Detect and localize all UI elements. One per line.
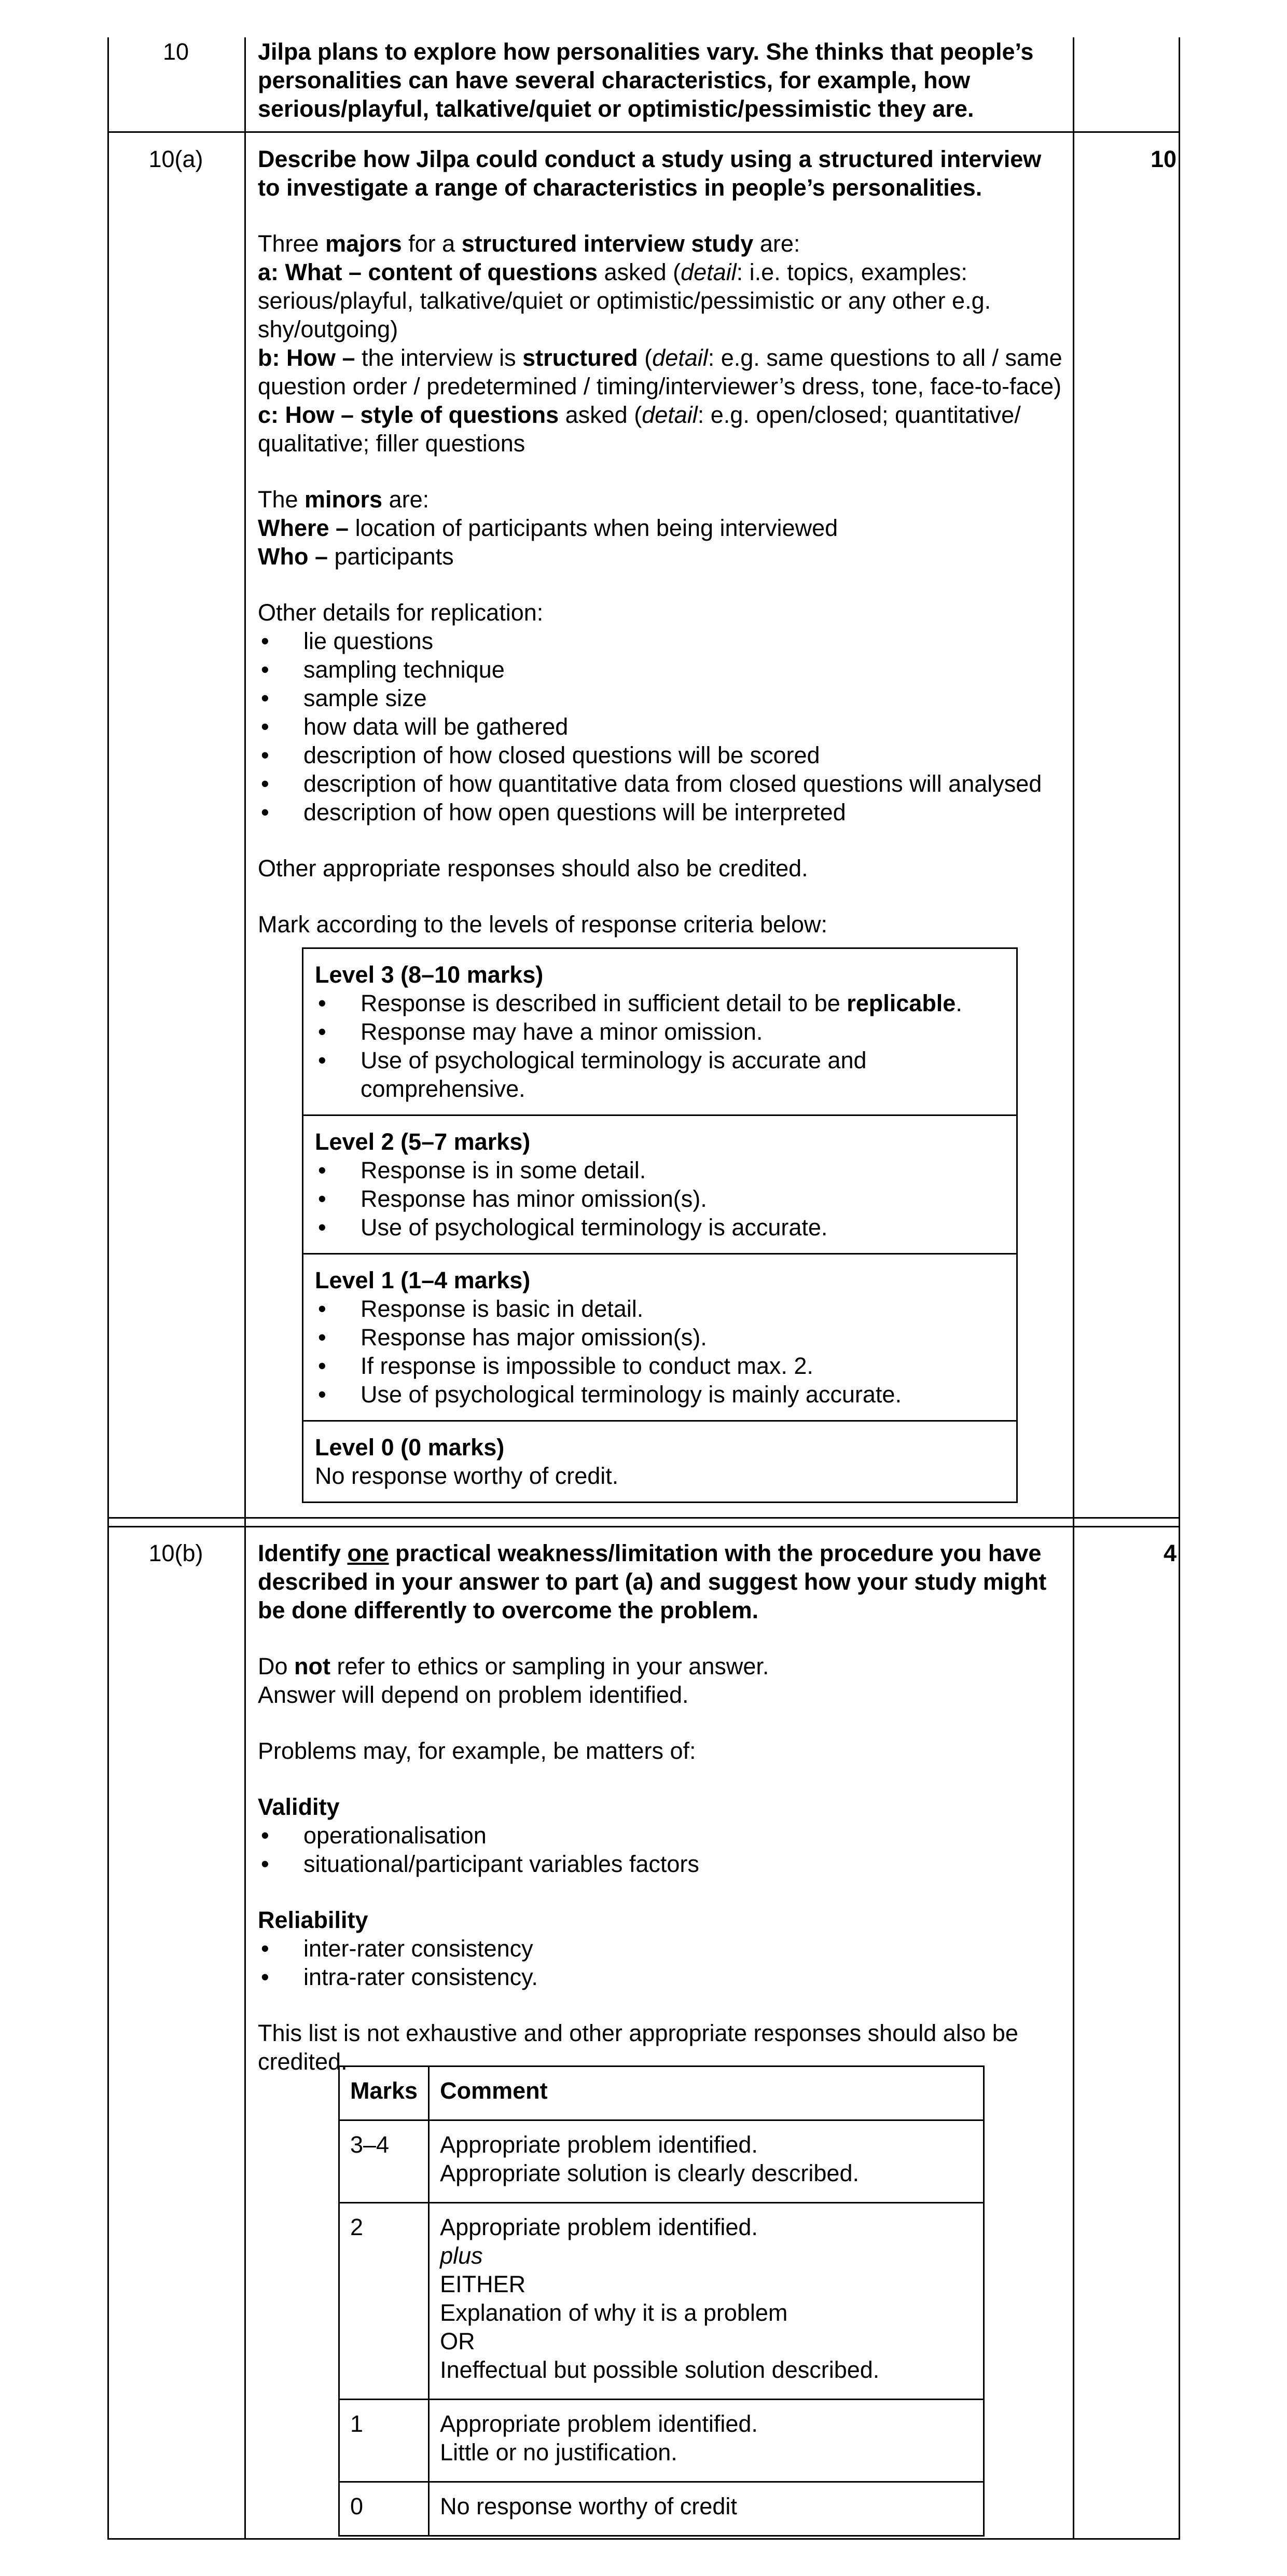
list-item: • description of how closed questions will be scored [258,741,1067,769]
list-item: • Use of psychological terminology is accurate and comprehensive. [315,1046,1005,1103]
row-divider-10a-bottom [107,1526,1180,1527]
header-comment: Comment [429,2067,984,2120]
minor-where: Where – location of participants when being interviewed [258,515,838,541]
question-10a-content [258,145,1067,939]
question-10b-text: Identify one practical weakness/limitation with the procedure you have described in your answer to part (a) and suggest how your study might be done differently to overcome the problem. [258,1540,1047,1623]
list-item: • description of how open questions will be interpreted [258,798,1067,826]
table-border-col2 [1073,37,1074,2540]
marks-table-10b [338,2065,985,2537]
list-item: • how data will be gathered [258,712,1067,741]
level-1 [303,1255,1016,1422]
row-marks: 1 [339,2400,429,2482]
list-item: • Use of psychological terminology is mainly accurate. [315,1380,1005,1409]
table-border-bottom [107,2538,1180,2540]
row-divider-10a-top [107,1517,1180,1519]
level-3 [303,949,1016,1116]
other-responses-note: Other appropriate responses should also be credited. [258,855,808,881]
major-b: b: How – the interview is structured (detail: e.g. same questions to all / same question order / predetermined / timing/interviewer’s dress, tone, face-to-face) [258,345,1062,400]
mark-according-note: Mark according to the levels of response criteria below: [258,911,828,938]
row-comment: Appropriate problem identified. plus EITHER Explanation of why it is a problem OR Ineffectual but possible solution described. [429,2203,984,2400]
level-1-title: Level 1 (1–4 marks) [315,1267,531,1293]
list-item: • situational/participant variables factors [258,1850,1067,1878]
marks-10a: 10 [1150,146,1177,172]
list-item: • Response has major omission(s). [315,1323,1005,1352]
question-10b-content [258,1539,1067,2076]
minors-intro: The minors are: [258,486,430,513]
row-divider-10 [107,131,1180,133]
list-item: • intra-rater consistency. [258,1963,1067,1991]
list-item: • inter-rater consistency [258,1934,1067,1963]
not-exhaustive-note: This list is not exhaustive and other appropriate responses should also be credited. [258,2020,1018,2075]
list-item: • Use of psychological terminology is accurate. [315,1213,1005,1242]
list-item: • If response is impossible to conduct max. 2. [315,1352,1005,1380]
table-row [339,2120,984,2203]
row-comment: Appropriate problem identified. Appropriate solution is clearly described. [429,2120,984,2203]
list-item: • Response is basic in detail. [315,1294,1005,1323]
question-number-10: 10 [162,38,189,65]
depend-note: Answer will depend on problem identified. [258,1682,689,1708]
list-item: • Response is described in sufficient detail to be replicable. [315,989,1005,1017]
reliability-list [258,1934,1067,1991]
row-comment: No response worthy of credit [429,2482,984,2536]
level-0 [303,1422,1016,1501]
table-row [339,2203,984,2400]
row-marks: 2 [339,2203,429,2400]
validity-title: Validity [258,1794,340,1820]
other-details-list [258,627,1067,826]
list-item: • sample size [258,684,1067,712]
question-10a-text: Describe how Jilpa could conduct a study using a structured interview to investigate a range of characteristics in people’s personalities. [258,146,1042,201]
level-0-title: Level 0 (0 marks) [315,1434,505,1461]
other-details-title: Other details for replication: [258,599,544,626]
table-row [339,2482,984,2536]
list-item: • sampling technique [258,655,1067,684]
table-border-left [107,37,109,2540]
levels-of-response-box [302,947,1018,1503]
list-item: • Response may have a minor omission. [315,1017,1005,1046]
list-item: • lie questions [258,627,1067,655]
marks-10b: 4 [1163,1540,1177,1566]
list-item: • Response has minor omission(s). [315,1184,1005,1213]
minor-who: Who – participants [258,543,454,570]
header-marks: Marks [339,2067,429,2120]
majors-intro: Three majors for a structured interview study are: [258,230,800,257]
level-2-title: Level 2 (5–7 marks) [315,1128,531,1155]
table-border-col1 [244,37,246,2540]
reliability-title: Reliability [258,1907,368,1933]
level-3-title: Level 3 (8–10 marks) [315,961,544,988]
list-item: • description of how quantitative data from closed questions will analysed [258,769,1067,798]
question-number-10a: 10(a) [148,146,203,172]
question-10-text: Jilpa plans to explore how personalities vary. She thinks that people’s personalities can have several characteristics, for example, how serious/playful, talkative/quiet or optimistic/pessimistic they are. [258,38,1034,122]
major-c: c: How – style of questions asked (detail: e.g. open/closed; quantitative/ qualitative; filler questions [258,402,1021,457]
list-item: • Response is in some detail. [315,1156,1005,1184]
do-not-note: Do not refer to ethics or sampling in your answer. [258,1653,769,1679]
row-marks: 3–4 [339,2120,429,2203]
question-10-stem [258,37,1067,123]
table-row [339,2400,984,2482]
row-comment: Appropriate problem identified. Little or no justification. [429,2400,984,2482]
table-border-right [1179,37,1180,2540]
level-0-text: No response worthy of credit. [315,1463,619,1489]
list-item: • operationalisation [258,1821,1067,1850]
row-marks: 0 [339,2482,429,2536]
validity-list [258,1821,1067,1878]
level-2 [303,1116,1016,1255]
table-header-row [339,2067,984,2120]
question-number-10b: 10(b) [148,1540,203,1566]
problems-intro: Problems may, for example, be matters of: [258,1738,696,1764]
major-a: a: What – content of questions asked (detail: i.e. topics, examples: serious/playful, talkative/quiet or optimistic/pessimistic or any other e.g. shy/outgoing) [258,259,991,342]
